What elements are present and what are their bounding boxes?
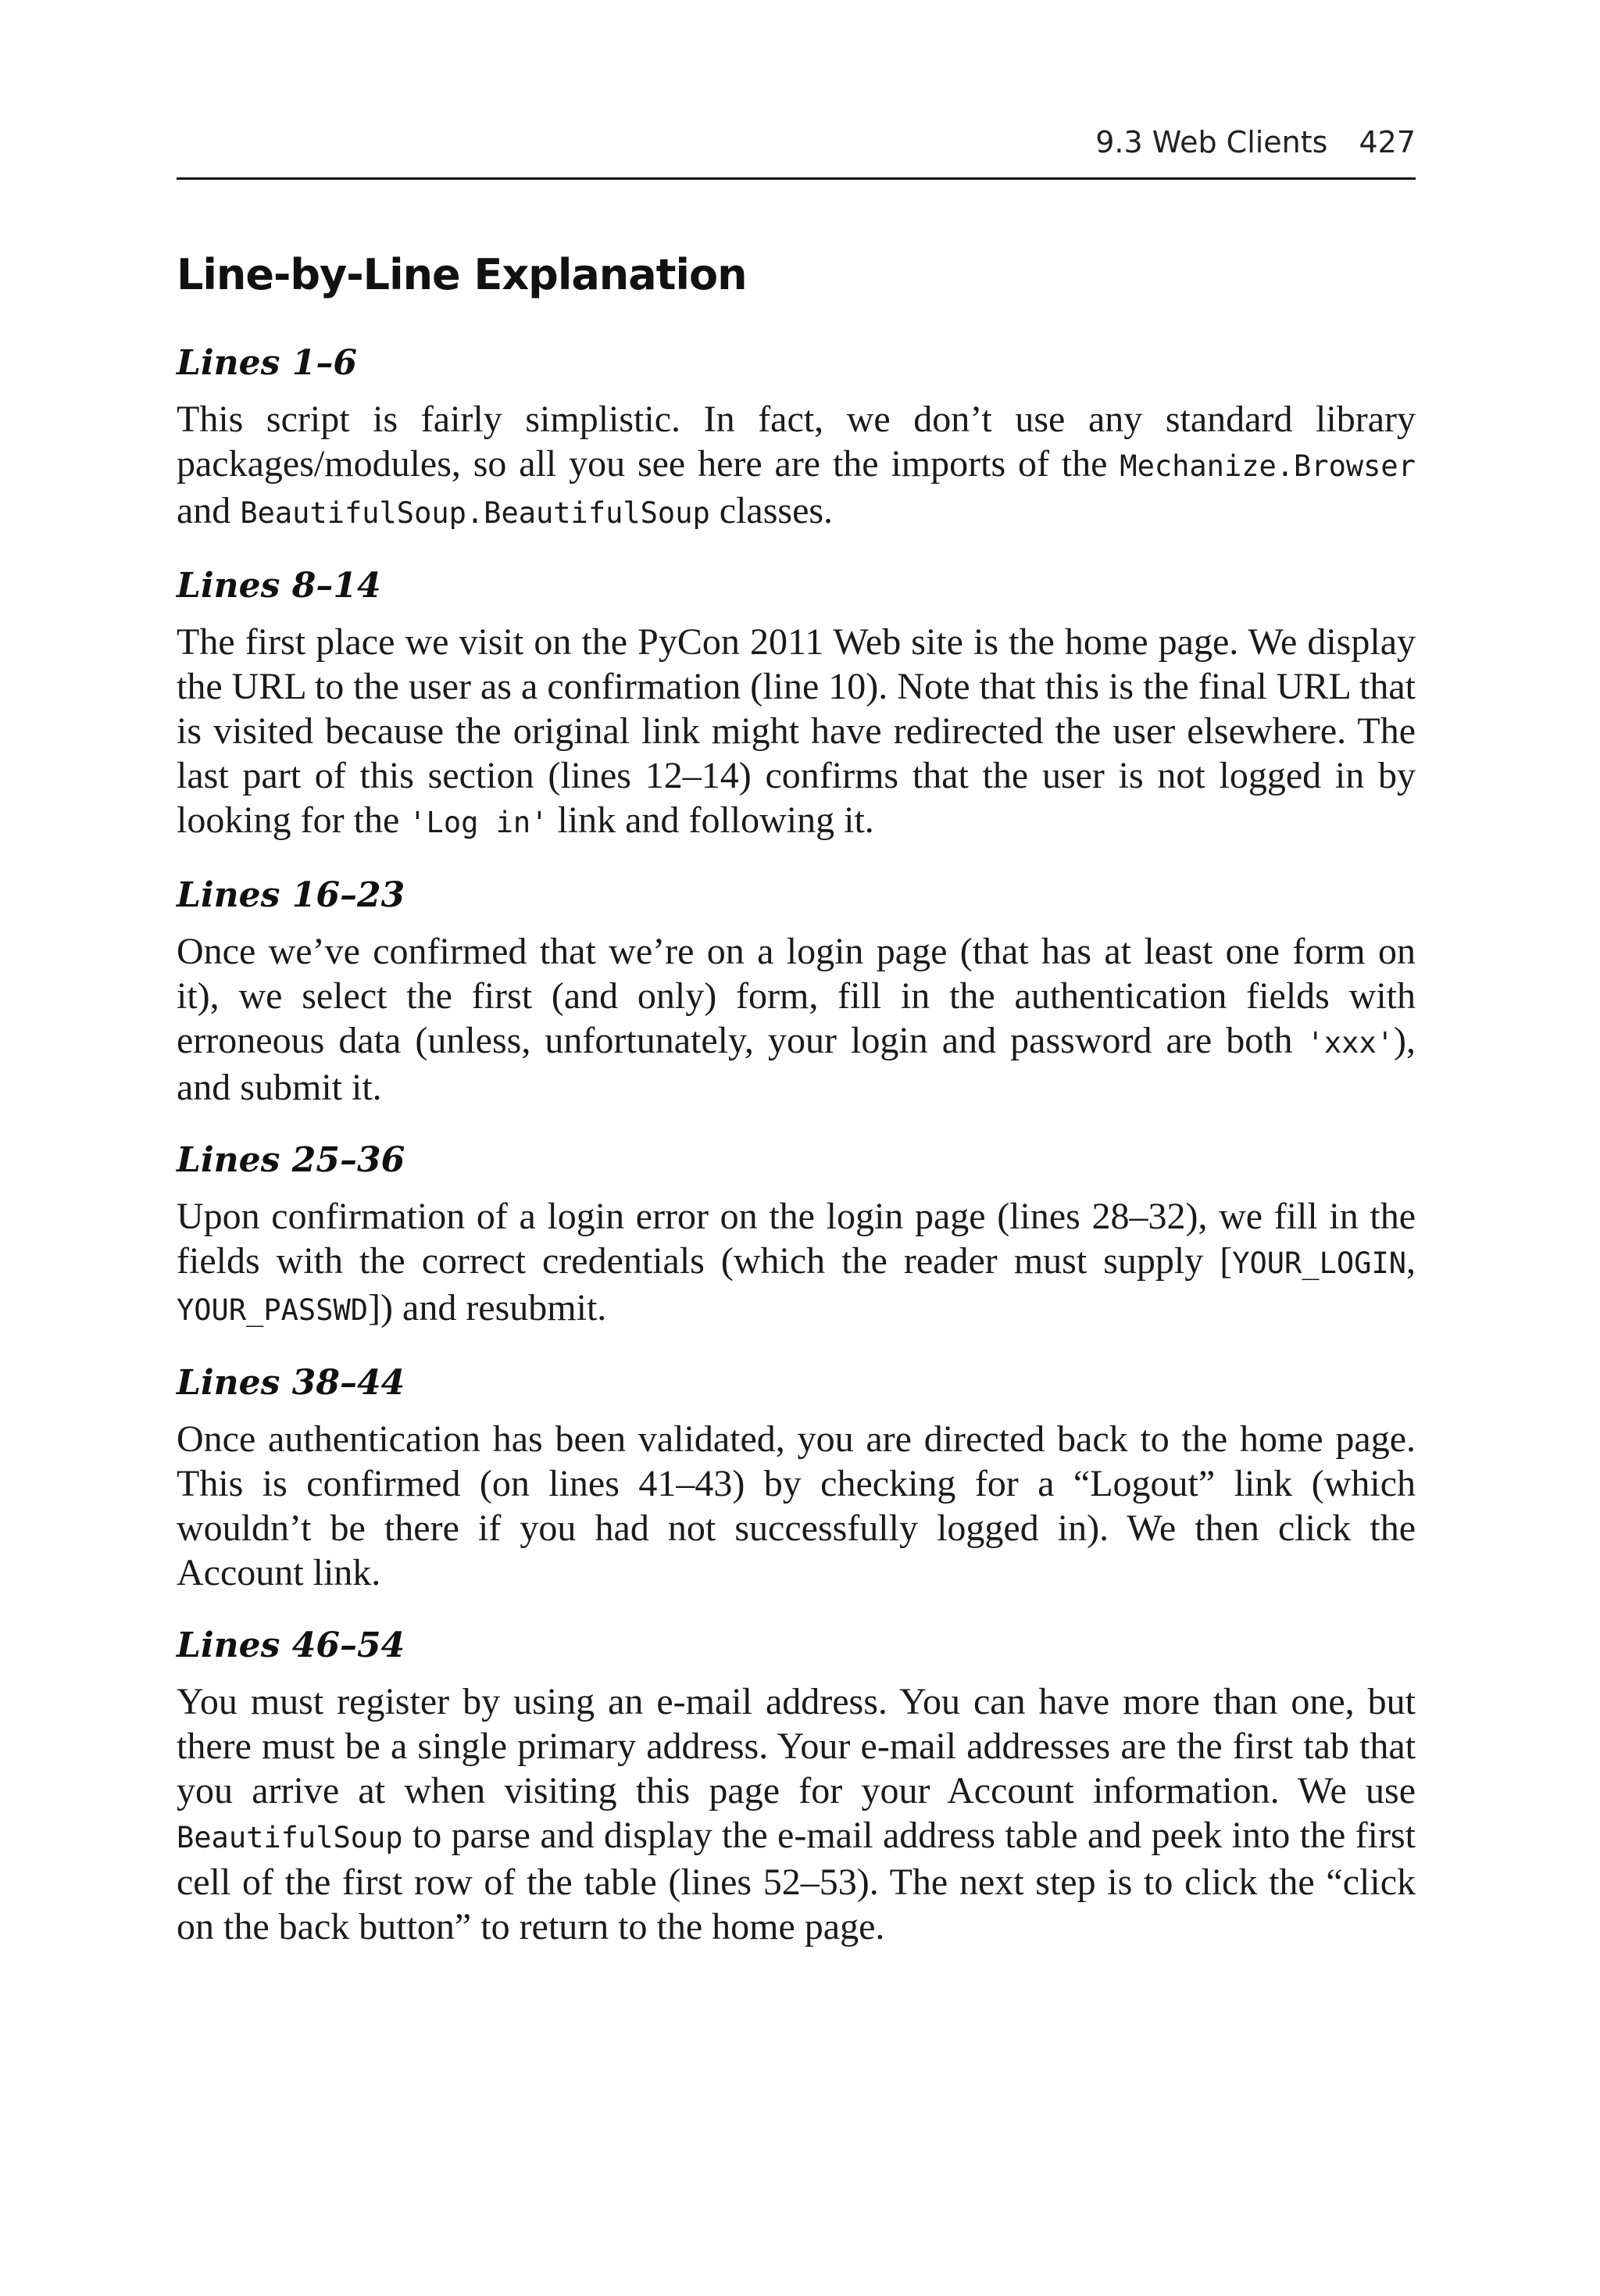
text-run: classes.: [709, 490, 834, 531]
block-paragraph: [177, 929, 1416, 1110]
block-heading: Lines 1–6: [177, 343, 357, 383]
text-run: You must register by using an e-mail address. You can have more than one, but there must be a single primary address. Your e-mail addresses are the first tab that you arrive at when visiting this page for your Account information. We use: [177, 1681, 1416, 1811]
header-rule: [177, 177, 1416, 180]
inline-code: BeautifulSoup: [177, 1821, 403, 1854]
text-run: ), and submit it.: [177, 1020, 1416, 1108]
block-paragraph: [177, 1417, 1416, 1595]
block-paragraph: [177, 397, 1416, 535]
explanation-block: [177, 338, 1416, 535]
block-paragraph: [177, 620, 1416, 845]
block-heading: Lines 38–44: [177, 1363, 405, 1403]
block-heading: Lines 25–36: [177, 1140, 405, 1180]
running-head: [177, 117, 1416, 167]
inline-code: YOUR_PASSWD: [177, 1293, 369, 1327]
explanation-block: [177, 870, 1416, 1110]
block-heading: Lines 16–23: [177, 875, 405, 915]
text-run: ,: [1406, 1240, 1416, 1282]
text-run: This script is fairly simplistic. In fact, we don’t use any standard library packages/modules, so all you see here are the imports of the: [177, 399, 1416, 485]
text-run: The first place we visit on the PyCon 2011 Web site is the home page. We display the URL to the user as a confirmation (line 10). Note that this is the final URL that is visited because the original link might have redirected the user elsewhere. The last part of this section (lines 12–14) confirms that the user is not logged in by looking for the: [177, 621, 1416, 841]
section-title: Line-by-Line Explanation: [177, 250, 747, 299]
text-run: Once authentication has been validated, you are directed back to the home page. This is confirmed (on lines 41–43) by checking for a “Logout” link (which wouldn’t be there if you had not successfully logged in). We then click the Account link.: [177, 1418, 1416, 1593]
explanation-content: [177, 338, 1416, 1974]
inline-code: Mechanize.Browser: [1120, 449, 1416, 483]
inline-code: BeautifulSoup.BeautifulSoup: [240, 496, 710, 530]
page-number: 427: [1359, 125, 1416, 159]
block-heading: Lines 8–14: [177, 566, 381, 606]
text-run: to parse and display the e-mail address table and peek into the first cell of the first row of the table (lines 52–53). The next step is to click the “click on the back button” to return to the home page.: [177, 1815, 1416, 1947]
explanation-block: [177, 1135, 1416, 1332]
block-paragraph: [177, 1679, 1416, 1949]
inline-code: 'xxx': [1306, 1026, 1395, 1060]
text-run: ]) and resubmit.: [368, 1287, 607, 1329]
text-run: Once we’ve confirmed that we’re on a login page (that has at least one form on it), we select the first (and only) form, fill in the authentication fields with erroneous data (unless, unfortunately, your login and password are both: [177, 931, 1416, 1061]
text-run: Upon confirmation of a login error on the login page (lines 28–32), we fill in the fields with the correct credentials (which the reader must supply [: [177, 1196, 1416, 1282]
explanation-block: [177, 1357, 1416, 1595]
block-paragraph: [177, 1194, 1416, 1332]
inline-code: 'Log in': [409, 806, 548, 839]
text-run: link and following it.: [548, 799, 874, 841]
text-run: and: [177, 490, 241, 531]
explanation-block: [177, 1620, 1416, 1949]
explanation-block: [177, 560, 1416, 845]
inline-code: YOUR_LOGIN: [1232, 1246, 1406, 1280]
running-head-section: 9.3 Web Clients: [1095, 125, 1328, 159]
block-heading: Lines 46–54: [177, 1625, 405, 1665]
